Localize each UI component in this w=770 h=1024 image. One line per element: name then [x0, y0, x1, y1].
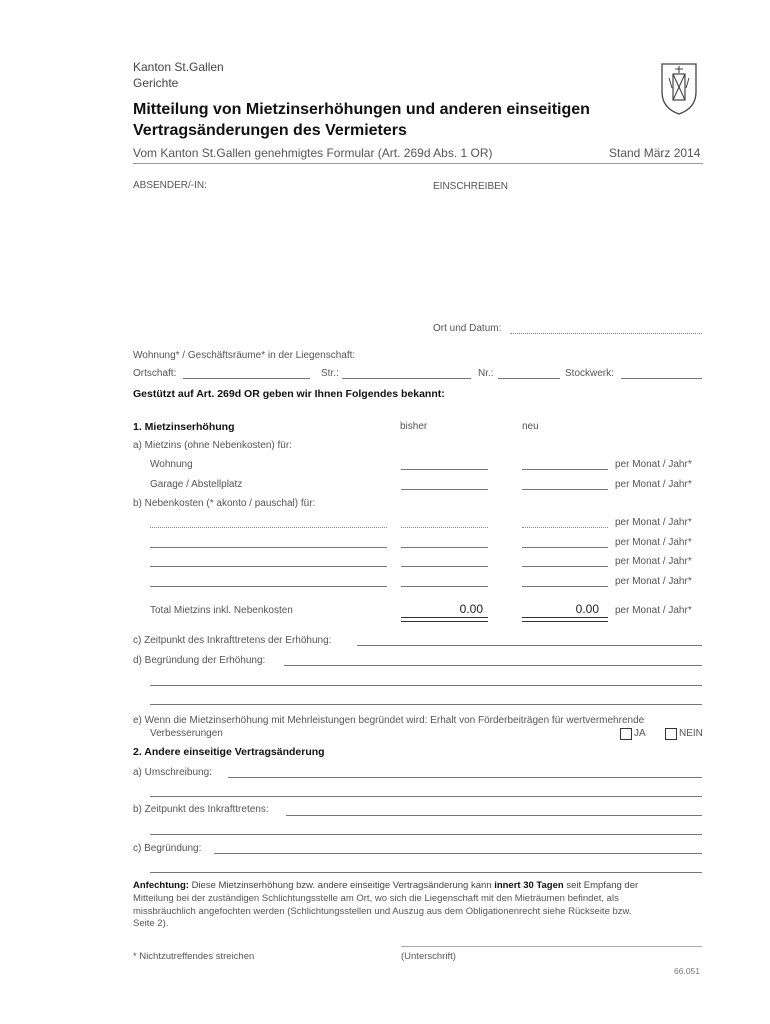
section2-b-label: b) Zeitpunkt des Inkrafttretens: — [133, 804, 269, 815]
section1-title: 1. Mietzinserhöhung — [133, 421, 235, 433]
per-monat-label: per Monat / Jahr* — [615, 479, 692, 490]
section1-b-label: b) Nebenkosten (* akonto / pauschal) für: — [133, 498, 316, 509]
legal-basis: Gestützt auf Art. 269d OR geben wir Ihnen Folgendes bekannt: — [133, 388, 445, 400]
nebenkosten-neu-field-1[interactable] — [522, 527, 608, 528]
col-bisher: bisher — [400, 421, 428, 432]
col-neu: neu — [522, 421, 539, 432]
ja-label: JA — [634, 728, 646, 739]
total-bisher-underline — [401, 617, 488, 618]
total-bisher-double-underline — [401, 621, 488, 622]
begruendung-field-2[interactable] — [150, 872, 702, 873]
str-label: Str.: — [321, 368, 339, 379]
per-monat-label: per Monat / Jahr* — [615, 576, 692, 587]
per-monat-label: per Monat / Jahr* — [615, 605, 692, 616]
canton-name: Kanton St.Gallen — [133, 60, 224, 74]
stand-date: Stand März 2014 — [609, 146, 701, 160]
total-neu-underline — [522, 617, 608, 618]
wohnung-neu-field[interactable] — [522, 469, 608, 470]
per-monat-label: per Monat / Jahr* — [615, 459, 692, 470]
begruendung-erhoehung-field-3[interactable] — [150, 704, 702, 705]
form-number: 66.051 — [674, 966, 700, 976]
einschreiben-label: EINSCHREIBEN — [433, 181, 509, 192]
section2-a-label: a) Umschreibung: — [133, 767, 212, 778]
signature-label: (Unterschrift) — [401, 951, 456, 962]
form-subtitle: Vom Kanton St.Gallen genehmigtes Formular (Art. 269d Abs. 1 OR) — [133, 146, 493, 160]
garage-label: Garage / Abstellplatz — [150, 479, 243, 490]
signature-field[interactable] — [401, 946, 702, 947]
inkrafttreten-erhoehung-field[interactable] — [357, 645, 702, 646]
per-monat-label: per Monat / Jahr* — [615, 517, 692, 528]
form-title-line1: Mitteilung von Mietzinserhöhungen und anderen einseitigen — [133, 101, 590, 118]
nr-label: Nr.: — [478, 368, 494, 379]
stockwerk-field[interactable] — [621, 378, 702, 379]
coat-of-arms-icon — [659, 58, 699, 116]
footnote: * Nichtzutreffendes streichen — [133, 951, 255, 962]
section2-title: 2. Andere einseitige Vertragsänderung — [133, 746, 325, 758]
umschreibung-field-1[interactable] — [228, 777, 702, 778]
total-label: Total Mietzins inkl. Nebenkosten — [150, 605, 293, 616]
total-neu-value: 0.00 — [575, 602, 599, 616]
str-field[interactable] — [342, 378, 471, 379]
per-monat-label: per Monat / Jahr* — [615, 556, 692, 567]
anfechtung-text2: seit Empfang der — [563, 880, 639, 891]
form-title-line2: Vertragsänderungen des Vermieters — [133, 122, 407, 139]
section1-a-label: a) Mietzins (ohne Nebenkosten) für: — [133, 440, 292, 451]
nebenkosten-neu-field-3[interactable] — [522, 566, 608, 567]
stockwerk-label: Stockwerk: — [565, 368, 614, 379]
anfechtung-line3: missbräuchlich angefochten werden (Schlichtungsstellen und Auszug aus dem Obligationenrecht siehe Rückseite bzw. — [133, 906, 632, 917]
nebenkosten-neu-field-4[interactable] — [522, 586, 608, 587]
section2-c-label: c) Begründung: — [133, 843, 202, 854]
anfechtung-line1 — [133, 880, 638, 891]
section1-e-line1: e) Wenn die Mietzinserhöhung mit Mehrleistungen begründet wird: Erhalt von Förderbeiträgen für wertvermehrende — [133, 715, 645, 726]
anfechtung-text1: Diese Mietzinserhöhung bzw. andere einseitige Vertragsänderung kann — [188, 880, 495, 891]
nebenkosten-desc-field-4[interactable] — [150, 586, 387, 587]
nebenkosten-neu-field-2[interactable] — [522, 547, 608, 548]
begruendung-field-1[interactable] — [214, 853, 702, 854]
wohnung-bisher-field[interactable] — [401, 469, 488, 470]
anfechtung-line2: Mitteilung bei der zuständigen Schlichtungsstelle am Ort, wo sich die Liegenschaft mit den Mieträumen befindet, als — [133, 893, 619, 904]
anfechtung-deadline: innert 30 Tagen — [494, 880, 564, 891]
total-bisher-value: 0.00 — [459, 602, 483, 616]
ortschaft-label: Ortschaft: — [133, 368, 177, 379]
nr-field[interactable] — [498, 378, 560, 379]
nebenkosten-bisher-field-2[interactable] — [401, 547, 488, 548]
garage-bisher-field[interactable] — [401, 489, 488, 490]
section1-d-label: d) Begründung der Erhöhung: — [133, 655, 266, 666]
section1-c-label: c) Zeitpunkt des Inkrafttretens der Erhöhung: — [133, 635, 332, 646]
inkrafttreten-field-2[interactable] — [150, 834, 702, 835]
begruendung-erhoehung-field-2[interactable] — [150, 685, 702, 686]
ort-datum-label: Ort und Datum: — [433, 323, 502, 334]
sender-label: ABSENDER/-IN: — [133, 180, 207, 191]
umschreibung-field-2[interactable] — [150, 796, 702, 797]
nebenkosten-desc-field-2[interactable] — [150, 547, 387, 548]
inkrafttreten-field-1[interactable] — [286, 815, 702, 816]
ort-datum-field[interactable] — [510, 333, 702, 334]
nein-checkbox[interactable] — [665, 728, 677, 740]
anfechtung-line4: Seite 2). — [133, 918, 169, 929]
nebenkosten-bisher-field-3[interactable] — [401, 566, 488, 567]
wohnung-label: Wohnung — [150, 459, 193, 470]
header-divider — [133, 163, 703, 164]
begruendung-erhoehung-field-1[interactable] — [284, 665, 702, 666]
nebenkosten-bisher-field-4[interactable] — [401, 586, 488, 587]
ja-checkbox[interactable] — [620, 728, 632, 740]
nebenkosten-bisher-field-1[interactable] — [401, 527, 488, 528]
nebenkosten-desc-field-1[interactable] — [150, 527, 387, 528]
garage-neu-field[interactable] — [522, 489, 608, 490]
nebenkosten-desc-field-3[interactable] — [150, 566, 387, 567]
nein-label: NEIN — [679, 728, 703, 739]
ortschaft-field[interactable] — [183, 378, 310, 379]
department-name: Gerichte — [133, 76, 179, 90]
section1-e-line2: Verbesserungen — [150, 728, 223, 739]
total-neu-double-underline — [522, 621, 608, 622]
anfechtung-label: Anfechtung: — [133, 880, 189, 891]
property-intro: Wohnung* / Geschäftsräume* in der Liegenschaft: — [133, 350, 356, 361]
per-monat-label: per Monat / Jahr* — [615, 537, 692, 548]
